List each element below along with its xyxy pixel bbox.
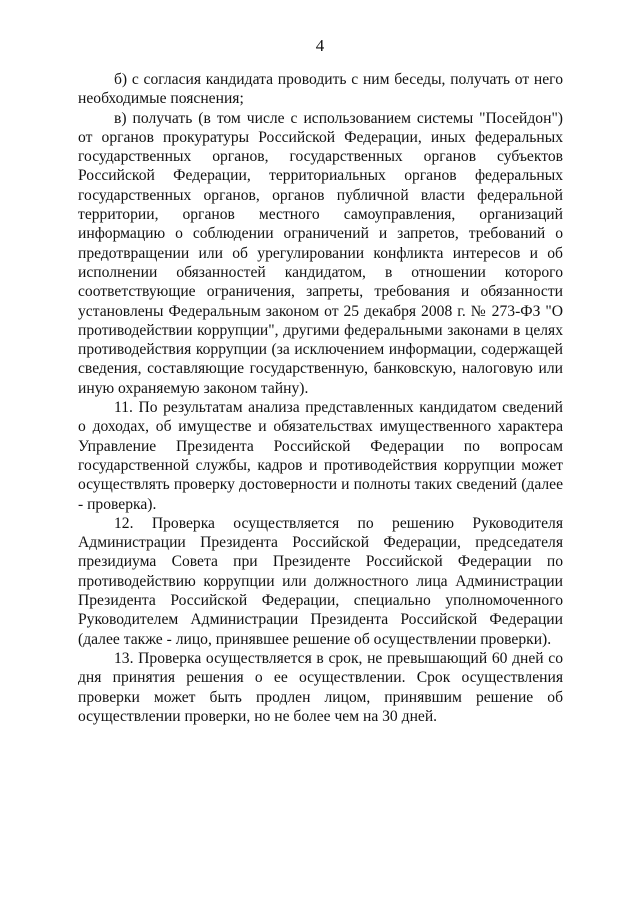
- paragraph-b: б) с согласия кандидата проводить с ним беседы, получать от него необходимые пояснения;: [78, 71, 563, 108]
- paragraph-v: в) получать (в том числе с использованием системы "Посейдон") от органов прокуратуры Российской Федерации, иных федеральных государственных органов, государственных органов субъектов Российской Федерации, территориальных органов федеральных государственных органов, органов публичной власти федеральной территории, органов местного самоуправления, организаций информацию о соблюдении ограничений и запретов, требований о предотвращении или об урегулировании конфликта интересов и об исполнении обязанностей кандидатом, в отношении которого соответствующие ограничения, запреты, требования и обязанности установлены Федеральным законом от 25 декабря 2008 г. № 273-ФЗ "О противодействии коррупции", другими федеральными законами в целях противодействия коррупции (за исключением информации, содержащей сведения, составляющие государственную, банковскую, налоговую или иную охраняемую законом тайну).: [78, 109, 563, 397]
- page-number: 4: [315, 36, 325, 55]
- paragraph-12: 12. Проверка осуществляется по решению Руководителя Администрации Президента Российской Федерации, председателя президиума Совета при Президенте Российской Федерации по противодействию коррупции или должностного лица Администрации Президента Российской Федерации, специально уполномоченного Руководителем Администрации Президента Российской Федерации (далее также - лицо, принявшее решение об осуществлении проверки).: [78, 514, 563, 648]
- paragraph-13: 13. Проверка осуществляется в срок, не превышающий 60 дней со дня принятия решения о ее осуществлении. Срок осуществления проверки может быть продлен лицом, принявшим решение об осуществлении проверки, но не более чем на 30 дней.: [78, 649, 563, 725]
- document-body: [78, 70, 563, 726]
- paragraph-11: 11. По результатам анализа представленных кандидатом сведений о доходах, об имуществе и обязательствах имущественного характера Управление Президента Российской Федерации по вопросам государственной службы, кадров и противодействия коррупции может осуществлять проверку достоверности и полноты таких сведений (далее - проверка).: [78, 399, 563, 513]
